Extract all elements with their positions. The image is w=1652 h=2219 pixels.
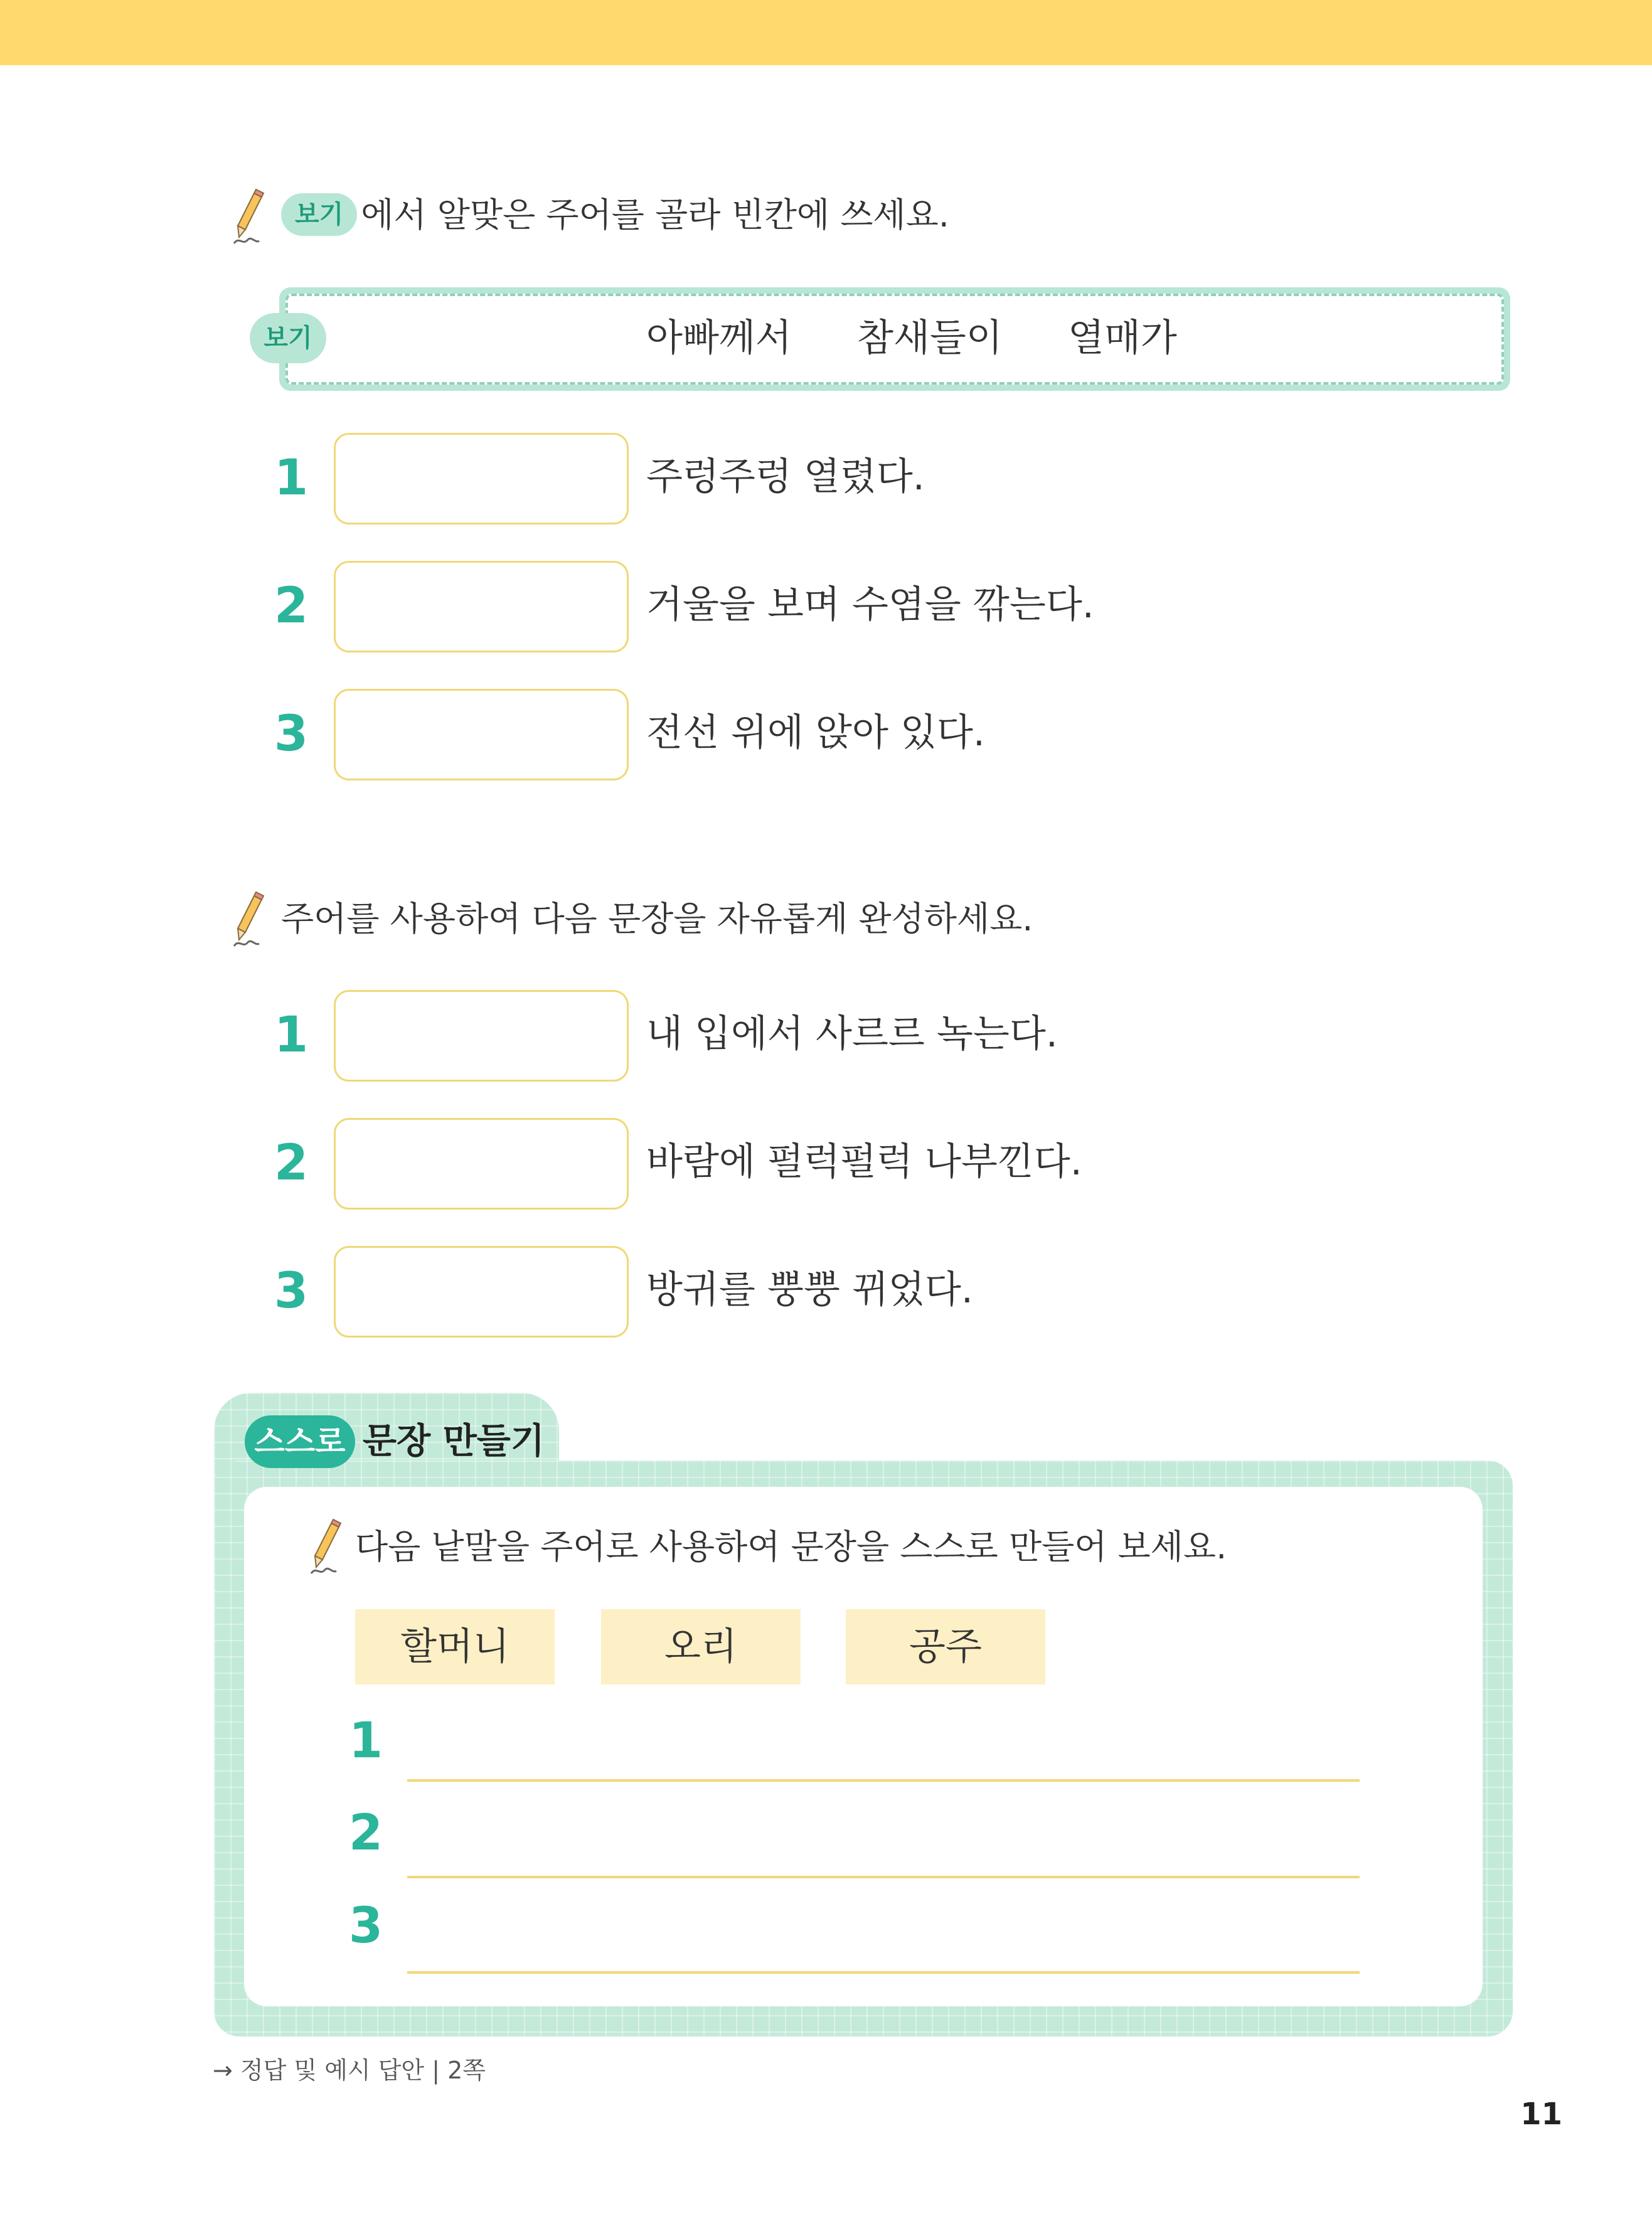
word-card: 할머니	[355, 1609, 555, 1684]
pencil-icon	[230, 188, 270, 248]
example-word: 열매가	[1068, 316, 1177, 360]
word-card: 공주	[846, 1609, 1045, 1684]
item-number: 1	[274, 1007, 309, 1063]
answer-key-link[interactable]: → 정답 및 예시 답안 | 2쪽	[213, 2057, 486, 2084]
page-number: 11	[1520, 2097, 1562, 2132]
answer-box[interactable]	[334, 689, 629, 780]
sentence: 주렁주렁 열렸다.	[646, 455, 925, 499]
answer-box[interactable]	[334, 433, 629, 524]
item-number: 1	[274, 450, 309, 506]
writing-line[interactable]	[407, 1971, 1360, 1974]
example-tag: 보기	[250, 313, 326, 363]
word-card: 오리	[601, 1609, 801, 1684]
panel-title: 문장 만들기	[363, 1421, 545, 1462]
pencil-icon	[230, 891, 270, 951]
item-number: 3	[274, 1263, 309, 1319]
answer-box[interactable]	[334, 990, 629, 1082]
example-word: 참새들이	[857, 316, 1003, 360]
item-number: 2	[274, 1135, 309, 1191]
self-badge: 스스로	[245, 1415, 355, 1468]
item-number: 2	[274, 578, 309, 634]
sentence: 내 입에서 사르르 녹는다.	[646, 1012, 1058, 1056]
bogi-badge: 보기	[281, 193, 357, 236]
answer-box[interactable]	[334, 1118, 629, 1210]
section1-instruction	[281, 190, 949, 240]
sentence: 거울을 보며 수염을 깎는다.	[646, 583, 1094, 627]
answer-box[interactable]	[334, 561, 629, 652]
example-word: 아빠께서	[646, 316, 792, 360]
sentence: 바람에 펄럭펄럭 나부낀다.	[646, 1140, 1082, 1184]
section2-instruction: 주어를 사용하여 다음 문장을 자유롭게 완성하세요.	[281, 899, 1033, 939]
sentence: 방귀를 뿡뿡 뀌었다.	[646, 1268, 973, 1312]
answer-box[interactable]	[334, 1246, 629, 1338]
top-banner	[0, 0, 1652, 65]
pencil-icon	[307, 1518, 348, 1578]
writing-line[interactable]	[407, 1876, 1360, 1878]
item-number: 3	[274, 706, 309, 762]
line-number: 2	[348, 1805, 383, 1861]
line-number: 1	[348, 1713, 383, 1769]
instruction-text: 에서 알맞은 주어를 골라 빈칸에 쓰세요.	[361, 195, 949, 235]
sentence: 전선 위에 앉아 있다.	[646, 711, 985, 755]
section3-instruction: 다음 낱말을 주어로 사용하여 문장을 스스로 만들어 보세요.	[355, 1527, 1227, 1567]
line-number: 3	[348, 1898, 383, 1954]
writing-line[interactable]	[407, 1779, 1360, 1782]
